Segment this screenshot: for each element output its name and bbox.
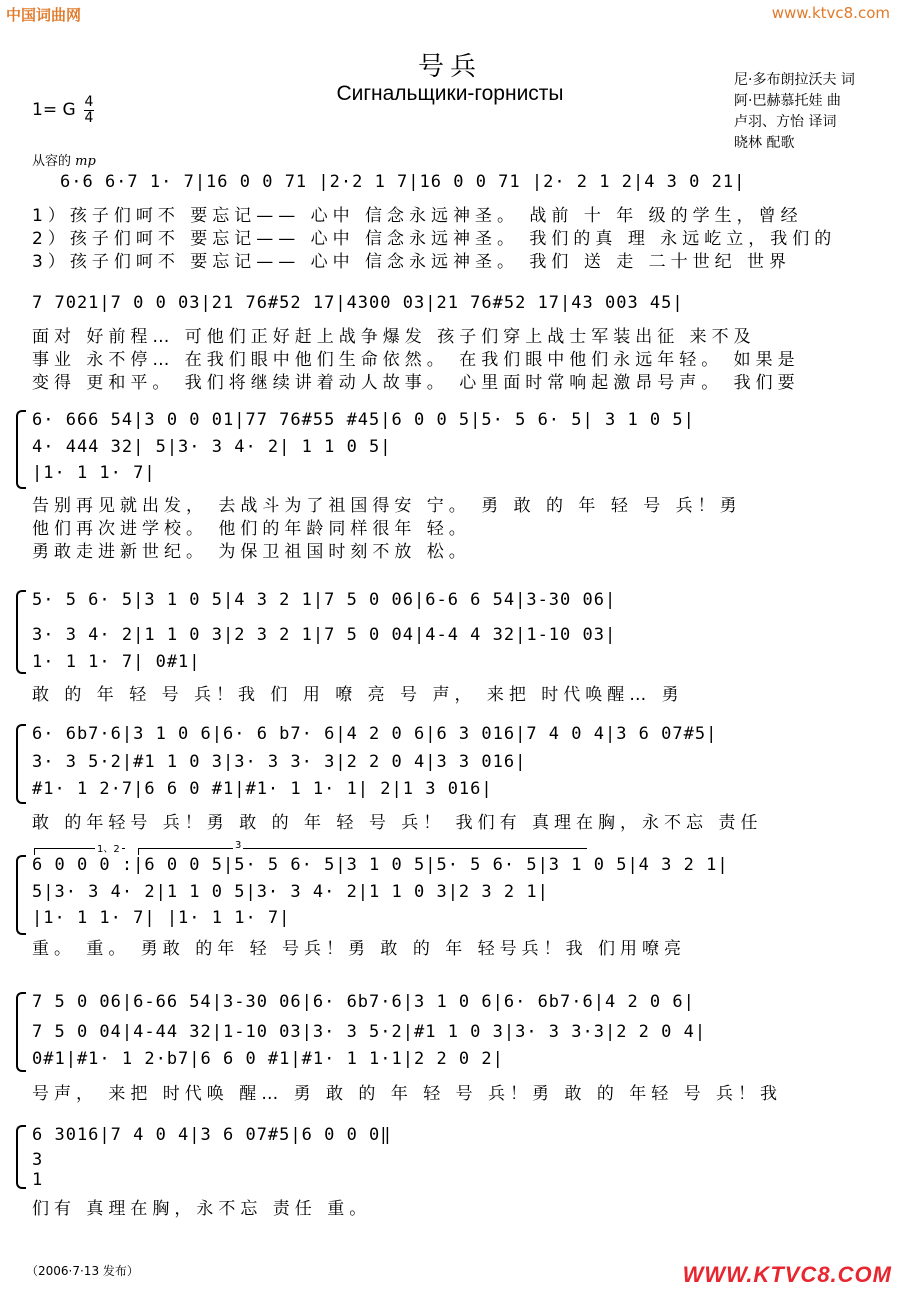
system-3-brace — [16, 410, 26, 489]
site-logo: WWW.KTVC8.COM — [682, 1262, 892, 1287]
system-6-brace — [16, 855, 26, 935]
system-5-notes-upper: 6· 6b7·6|3 1 0 6|6· 6 b7· 6|4 2 0 6|6 3 016|7 4 0 4|3 6 07#5| — [32, 724, 718, 744]
system-2-notes: 7 7021|7 0 0 03|21 76#52 17|4300 03|21 76#52 17|43 003 45| — [32, 293, 684, 313]
system-6-lyrics: 重。 重。 勇敢 的年 轻 号兵！勇 敢 的 年 轻号兵！我 们用嘹亮 — [32, 939, 687, 959]
time-signature-top: 4 — [84, 94, 94, 110]
system-7-notes-upper: 7 5 0 06|6-66 54|3-30 06|6· 6b7·6|3 1 0 6|6· 6b7·6|4 2 0 6| — [32, 992, 695, 1012]
system-8-lyrics: 们有 真理在胸，永不忘 责任 重。 — [32, 1199, 372, 1219]
system-6-notes-upper: 6 0 0 0 :|6 0 0 5|5· 5 6· 5|3 1 0 5|5· 5 6· 5|3 1 0 5|4 3 2 1| — [32, 855, 729, 875]
credit-lyricist: 尼·多布朗拉沃夫 词 — [734, 72, 855, 88]
system-1-lyrics-v3: 3）孩子们呵不 要忘记—— 心中 信念永远神圣。 我们 送 走 二十世纪 世界 — [32, 252, 792, 272]
system-4-lyrics: 敢 的 年 轻 号 兵！我 们 用 嘹 亮 号 声， 来把 时代唤醒… 勇 — [32, 685, 684, 705]
system-6-notes-lower: |1· 1 1· 7| |1· 1 1· 7| — [32, 908, 291, 928]
system-4-brace — [16, 590, 26, 674]
system-1-lyrics-v2: 2）孩子们呵不 要忘记—— 心中 信念永远神圣。 我们的真 理 永远屹立，我们的 — [32, 229, 837, 249]
system-7-notes-lower: 0#1|#1· 1 2·b7|6 6 0 #1|#1· 1 1·1|2 2 0 2| — [32, 1049, 504, 1069]
tempo-marking — [32, 150, 96, 169]
system-8-brace — [16, 1125, 26, 1189]
system-3-notes-middle: 4· 444 32| 5|3· 3 4· 2| 1 1 0 5| — [32, 437, 392, 457]
system-2-lyrics-v1: 面对 好前程… 可他们正好赶上战争爆发 孩子们穿上战士军装出征 来不及 — [32, 327, 756, 347]
system-5-brace — [16, 724, 26, 804]
system-4-notes-upper: 5· 5 6· 5|3 1 0 5|4 3 2 1|7 5 0 06|6-6 6 54|3-30 06| — [32, 590, 617, 610]
system-2-lyrics-v3: 变得 更和平。 我们将继续讲着动人故事。 心里面时常响起激昂号声。 我们要 — [32, 373, 800, 393]
system-4-notes-middle: 3· 3 4· 2|1 1 0 3|2 3 2 1|7 5 0 04|4-4 4 32|1-10 03| — [32, 625, 617, 645]
system-7-brace — [16, 992, 26, 1072]
system-5-lyrics: 敢 的年轻号 兵！勇 敢 的 年 轻 号 兵！ 我们有 真理在胸，永不忘 责任 — [32, 813, 763, 833]
system-8-notes-upper: 6 3016|7 4 0 4|3 6 07#5|6 0 0 0‖ — [32, 1125, 392, 1145]
credit-arranger: 晓林 配歌 — [734, 135, 795, 151]
system-3-notes-upper: 6· 666 54|3 0 0 01|77 76#55 #45|6 0 0 5|5· 5 6· 5| 3 1 0 5| — [32, 410, 695, 430]
system-6-notes-middle: 5|3· 3 4· 2|1 1 0 5|3· 3 4· 2|1 1 0 3|2 3 2 1| — [32, 882, 549, 902]
system-4-notes-lower: 1· 1 1· 7| 0#1| — [32, 652, 201, 672]
system-3-notes-lower: |1· 1 1· 7| — [32, 463, 156, 483]
credits — [734, 70, 855, 154]
system-5-notes-middle: 3· 3 5·2|#1 1 0 3|3· 3 3· 3|2 2 0 4|3 3 016| — [32, 752, 527, 772]
system-5-notes-lower: #1· 1 2·7|6 6 0 #1|#1· 1 1· 1| 2|1 3 016| — [32, 779, 493, 799]
system-2-lyrics-v2: 事业 永不停… 在我们眼中他们生命依然。 在我们眼中他们永远年轻。 如果是 — [32, 350, 800, 370]
system-7-lyrics: 号声， 来把 时代唤 醒… 勇 敢 的 年 轻 号 兵！勇 敢 的 年轻 号 兵！我 — [32, 1084, 783, 1104]
credit-composer: 阿·巴赫慕托娃 曲 — [734, 93, 841, 109]
system-7-notes-middle: 7 5 0 04|4-44 32|1-10 03|3· 3 5·2|#1 1 0 3|3· 3 3·3|2 2 0 4| — [32, 1022, 707, 1042]
volta-first-ending: 1、2 — [34, 848, 125, 855]
site-name-left: 中国词曲网 — [6, 6, 82, 24]
publish-date: （2006·7·13 发布） — [26, 1264, 139, 1278]
volta-second-ending: 3 — [138, 848, 587, 855]
song-subtitle: Сигнальщики-горнисты — [336, 82, 564, 105]
system-3-lyrics-v2: 他们再次进学校。 他们的年龄同样很年 轻。 — [32, 519, 471, 539]
system-8-notes-lower: 1 — [32, 1170, 44, 1190]
system-1-lyrics-v1: 1）孩子们呵不 要忘记—— 心中 信念永远神圣。 战前 十 年 级的学生，曾经 — [32, 206, 803, 226]
credit-translator: 卢羽、方怡 译词 — [734, 114, 837, 130]
site-url-right[interactable]: www.ktvc8.com — [771, 4, 890, 22]
tempo-text: 从容的 — [32, 154, 72, 169]
system-1-notes: 6·6 6·7 1· 7|16 0 0 71 |2·2 1 7|16 0 0 71 |2· 2 1 2|4 3 0 21| — [60, 172, 746, 192]
time-signature-bottom: 4 — [84, 110, 94, 126]
system-8-notes-middle: 3 — [32, 1150, 44, 1170]
key-signature: 1= G — [32, 100, 76, 120]
system-3-lyrics-v3: 勇敢走进新世纪。 为保卫祖国时刻不放 松。 — [32, 542, 471, 562]
time-signature — [84, 95, 94, 126]
dynamic-marking: mp — [75, 154, 96, 169]
system-3-lyrics-v1: 告别再见就出发， 去战斗为了祖国得安 宁。 勇 敢 的 年 轻 号 兵！勇 — [32, 496, 742, 516]
song-title: 号兵 — [417, 52, 482, 82]
